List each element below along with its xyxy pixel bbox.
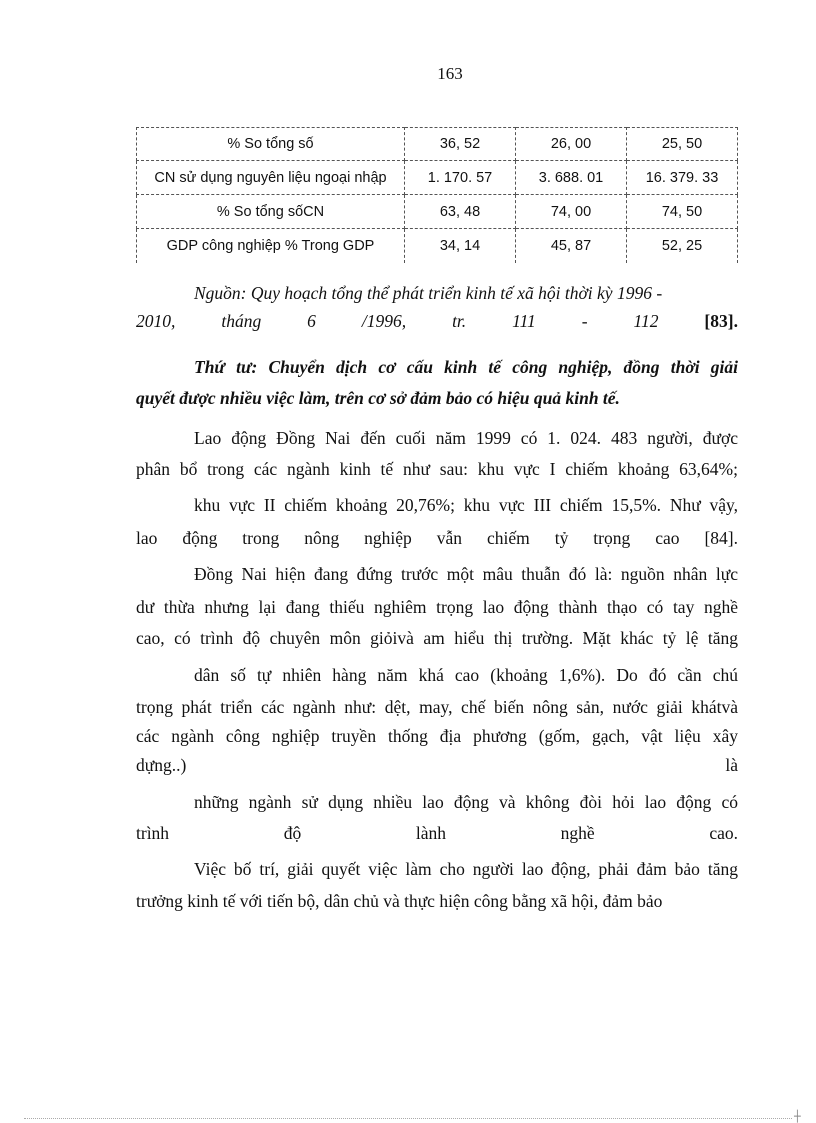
source-word: /1996, xyxy=(361,311,407,331)
source-word: 112 xyxy=(633,311,659,331)
paragraph-line: Đồng Nai hiện đang đứng trước một mâu thuẫn đó là: nguồn nhân lực xyxy=(194,564,738,584)
table-cell: 74, 00 xyxy=(516,195,627,229)
source-word: 111 xyxy=(512,311,536,331)
table-row xyxy=(136,127,738,161)
row-label: % So tổng sốCN xyxy=(136,195,405,229)
citation-ref: [83]. xyxy=(704,311,738,331)
paragraph-line: dư thừa nhưng lại đang thiếu nghiêm trọng lao động thành thạo có tay nghề xyxy=(136,597,738,617)
paragraph-line: trưởng kinh tế với tiến bộ, dân chủ và thực hiện công bằng xã hội, đảm bảo xyxy=(136,891,663,911)
page-number: 163 xyxy=(437,64,463,83)
paragraph-line: những ngành sử dụng nhiều lao động và không đòi hỏi lao động có xyxy=(194,792,738,812)
table-cell: 26, 00 xyxy=(516,127,627,161)
table-row xyxy=(136,161,738,195)
table-cell: 34, 14 xyxy=(405,229,516,263)
paragraph-line: khu vực II chiếm khoảng 20,76%; khu vực III chiếm 15,5%. Như vậy, xyxy=(194,495,738,515)
table-cell: 45, 87 xyxy=(516,229,627,263)
row-label: % So tổng số xyxy=(136,127,405,161)
table-cell: 25, 50 xyxy=(627,127,738,161)
table-row xyxy=(136,195,738,229)
source-word: tr. xyxy=(452,311,467,331)
table-cell: 36, 52 xyxy=(405,127,516,161)
paragraph-line: lao động trong nông nghiệp vẫn chiếm tỷ trọng cao [84]. xyxy=(136,528,738,548)
source-note-line2 xyxy=(136,309,738,333)
page-corner-marker: ┼ xyxy=(794,1110,801,1123)
table-cell: 74, 50 xyxy=(627,195,738,229)
paragraph-line: trọng phát triển các ngành như: dệt, may, chế biến nông sản, nước giải khátvà xyxy=(136,697,738,717)
statistics-table xyxy=(136,127,738,263)
source-word: 2010, xyxy=(136,311,176,331)
source-word: tháng xyxy=(221,311,262,331)
paragraph-line: trình độ lành nghề cao. xyxy=(136,823,738,843)
table-cell: 1. 170. 57 xyxy=(405,161,516,195)
table-cell: 3. 688. 01 xyxy=(516,161,627,195)
paragraph-line: Việc bố trí, giải quyết việc làm cho người lao động, phải đảm bảo tăng xyxy=(194,859,738,879)
row-label: CN sử dụng nguyên liệu ngoại nhập xyxy=(136,161,405,195)
table-cell: 16. 379. 33 xyxy=(627,161,738,195)
source-word: 6 xyxy=(307,311,316,331)
paragraph-line: dân số tự nhiên hàng năm khá cao (khoảng 1,6%). Do đó cần chú xyxy=(194,665,738,685)
table-row xyxy=(136,229,738,263)
source-note-line1: Nguồn: Quy hoạch tổng thể phát triển kinh tế xã hội thời kỳ 1996 - xyxy=(194,283,663,303)
table-cell: 52, 25 xyxy=(627,229,738,263)
paragraph-line: phân bổ trong các ngành kinh tế như sau: khu vực I chiếm khoảng 63,64%; xyxy=(136,459,738,479)
section-heading-line2: quyết được nhiều việc làm, trên cơ sở đảm bảo có hiệu quả kinh tế. xyxy=(136,388,620,408)
page-bottom-rule xyxy=(24,1118,792,1119)
paragraph-line: cao, có trình độ chuyên môn giỏivà am hiểu thị trường. Mặt khác tỷ lệ tăng xyxy=(136,628,738,648)
source-word: - xyxy=(581,311,588,331)
table-cell: 63, 48 xyxy=(405,195,516,229)
paragraph-line: các ngành công nghiệp truyền thống địa phương (gốm, gạch, vật liệu xây xyxy=(136,726,738,746)
row-label: GDP công nghiệp % Trong GDP xyxy=(136,229,405,263)
paragraph-line: Lao động Đồng Nai đến cuối năm 1999 có 1. 024. 483 người, được xyxy=(194,428,738,448)
section-heading-line1: Thứ tư: Chuyển dịch cơ cấu kinh tế công nghiệp, đồng thời giải xyxy=(194,357,738,377)
paragraph-line: dựng..) là xyxy=(136,755,738,775)
